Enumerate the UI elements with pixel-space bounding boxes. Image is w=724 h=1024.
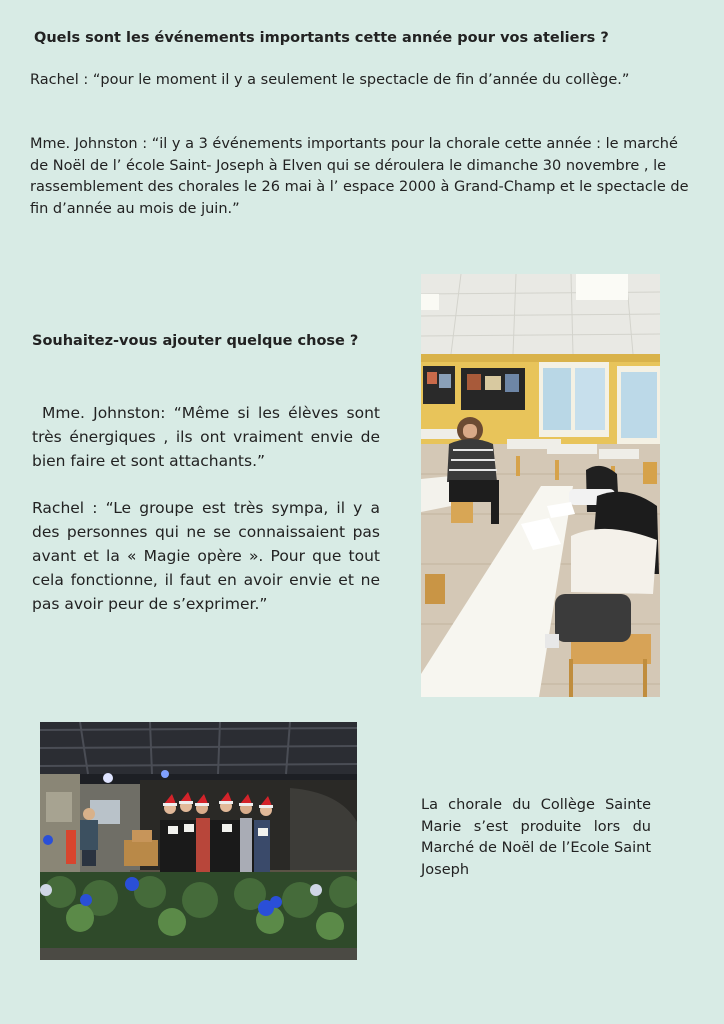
answer-rachel-events: Rachel : “pour le moment il y a seulement le spectacle de fin d’année du collège.” (30, 72, 630, 88)
answer-rachel-add: Rachel : “Le groupe est très sympa, il y a des personnes qui ne se connaissaient pas avant et la « Magie opère ». Pour que tout cela fonctionne, il faut en avoir envie et ne pas avoir peur de s’exprimer.” (32, 499, 380, 613)
christmas-market-stage-photo (40, 722, 357, 960)
question-events: Quels sont les événements importants cette année pour vos ateliers ? (34, 30, 609, 46)
answer-johnston-events: Mme. Johnston : “il y a 3 événements importants pour la chorale cette année : le marché de Noël de l’ école Saint- Joseph à Elven qui se déroulera le dimanche 30 novembre , le rassemblement des chorales le 26 mai à l’ espace 2000 à Grand-Champ et le spectacle de fin d’année au mois de juin.” (30, 136, 689, 217)
photo-caption: La chorale du Collège Sainte Marie s’est produite lors du Marché de Noël de l’Ecole Saint Joseph (421, 797, 651, 878)
question-add-something: Souhaitez-vous ajouter quelque chose ? (32, 333, 359, 349)
answer-johnston-add: Mme. Johnston: “Même si les élèves sont très énergiques , ils ont vraiment envie de bien faire et sont attachants.” (32, 404, 380, 470)
classroom-interview-photo (421, 274, 660, 697)
